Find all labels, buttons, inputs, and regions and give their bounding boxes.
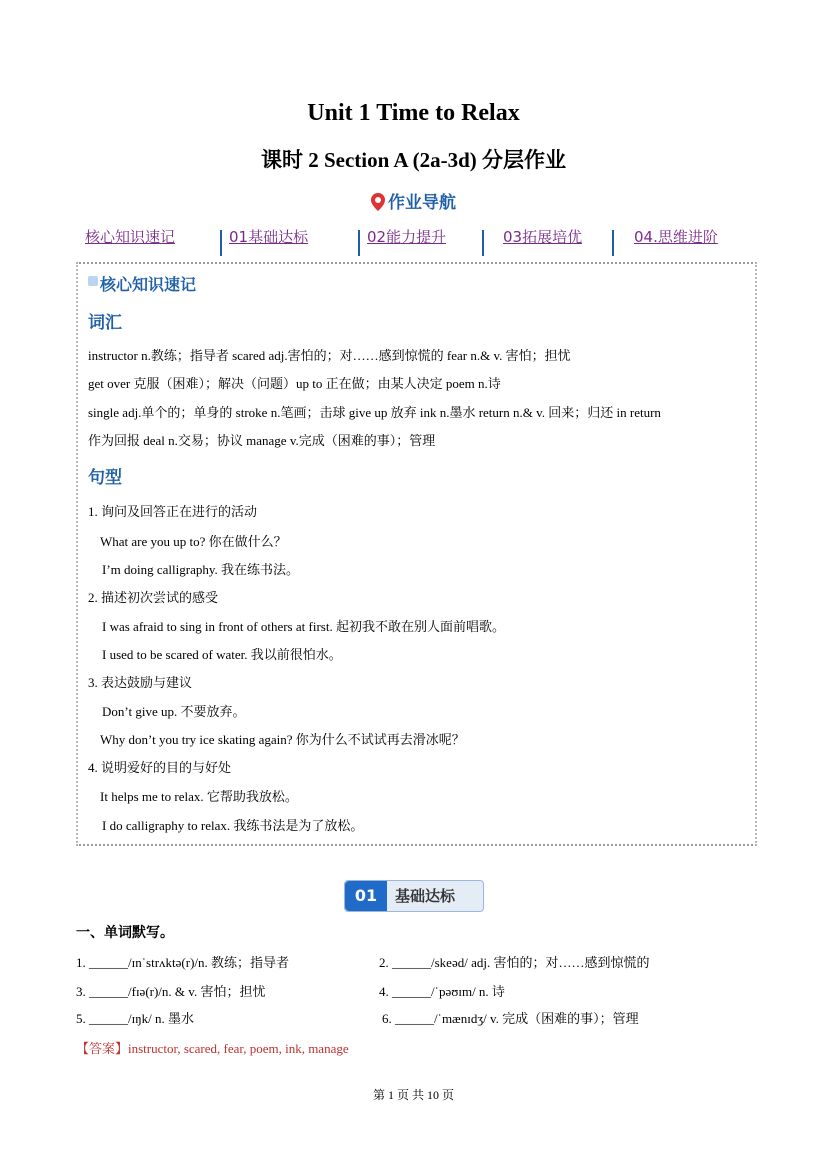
sentence-item: I was afraid to sing in front of others at first. 起初我不敢在别人面前唱歌。 [102,619,505,634]
answer-label: 【答案】 [76,1041,129,1056]
nav-link-02[interactable]: 02能力提升 [367,228,447,246]
question-item: 1. ______/ɪnˈstrʌktə(r)/n. 教练；指导者 [76,955,290,970]
question-item: 5. ______/ɪŋk/ n. 墨水 [76,1011,195,1026]
location-pin-icon [371,193,385,216]
section-label: 基础达标 [395,887,456,905]
nav-divider [482,230,484,256]
sentence-item: 4. 说明爱好的目的与好处 [88,760,232,775]
sentence-item: 2. 描述初次尝试的感受 [88,590,219,605]
answer-line [76,1038,349,1057]
sentence-item: 1. 询问及回答正在进行的活动 [88,504,258,519]
nav-link-01[interactable]: 01基础达标 [229,228,309,246]
nav-link-03[interactable]: 03拓展培优 [503,228,583,246]
square-icon [88,276,98,286]
sentence-item: I used to be scared of water. 我以前很怕水。 [102,647,342,662]
section-number: 01 [345,881,387,911]
vocab-line: single adj.单个的；单身的 stroke n.笔画；击球 give up 放弃 ink n.墨水 return n.& v. 回来；归还 in return [88,405,661,420]
nav-divider [358,230,360,256]
part-title: 一、单词默写。 [76,925,174,941]
vocab-heading: 词汇 [88,313,122,333]
sentence-item: I do calligraphy to relax. 我练书法是为了放松。 [102,818,364,833]
question-item: 3. ______/fɪə(r)/n. & v. 害怕；担忧 [76,984,266,999]
sentence-item: 3. 表达鼓励与建议 [88,675,193,690]
nav-bar [0,226,827,256]
nav-link-core[interactable]: 核心知识速记 [85,228,176,246]
sentence-item: What are you up to? 你在做什么？ [100,534,287,549]
question-item: 6. ______/ˈmænɪdʒ/ v. 完成（困难的事）；管理 [382,1011,639,1026]
nav-heading [0,188,827,216]
question-item: 4. ______/ˈpəʊɪm/ n. 诗 [379,984,505,999]
question-item: 2. ______/skeəd/ adj. 害怕的；对……感到惊慌的 [379,955,650,970]
nav-heading-text: 作业导航 [388,193,456,213]
nav-link-04[interactable]: 04.思维进阶 [634,228,718,246]
sentence-item: It helps me to relax. 它帮助我放松。 [100,789,298,804]
page-title: Unit 1 Time to Relax [307,100,520,126]
sentence-heading: 句型 [88,468,122,488]
core-section-title [88,272,196,295]
page-footer: 第 1 页 共 10 页 [372,1088,454,1102]
sentence-item: Why don’t you try ice skating again? 你为什么不试试再去滑冰呢？ [100,732,465,747]
nav-divider [612,230,614,256]
vocab-line: instructor n.教练；指导者 scared adj.害怕的；对……感到惊慌的 fear n.& v. 害怕；担忧 [88,348,571,363]
vocab-line: 作为回报 deal n.交易；协议 manage v.完成（困难的事）；管理 [88,433,436,448]
sentence-item: I’m doing calligraphy. 我在练书法。 [102,562,300,577]
core-title-text: 核心知识速记 [100,275,197,294]
sentence-item: Don’t give up. 不要放弃。 [102,704,246,719]
section-01-badge [344,880,484,912]
vocab-line: get over 克服（困难）；解决（问题）up to 正在做；由某人决定 poem n.诗 [88,376,501,391]
nav-divider [220,230,222,256]
page-subtitle: 课时 2 Section A (2a-3d) 分层作业 [260,148,567,172]
answer-text: instructor, scared, fear, poem, ink, manage [128,1041,349,1056]
